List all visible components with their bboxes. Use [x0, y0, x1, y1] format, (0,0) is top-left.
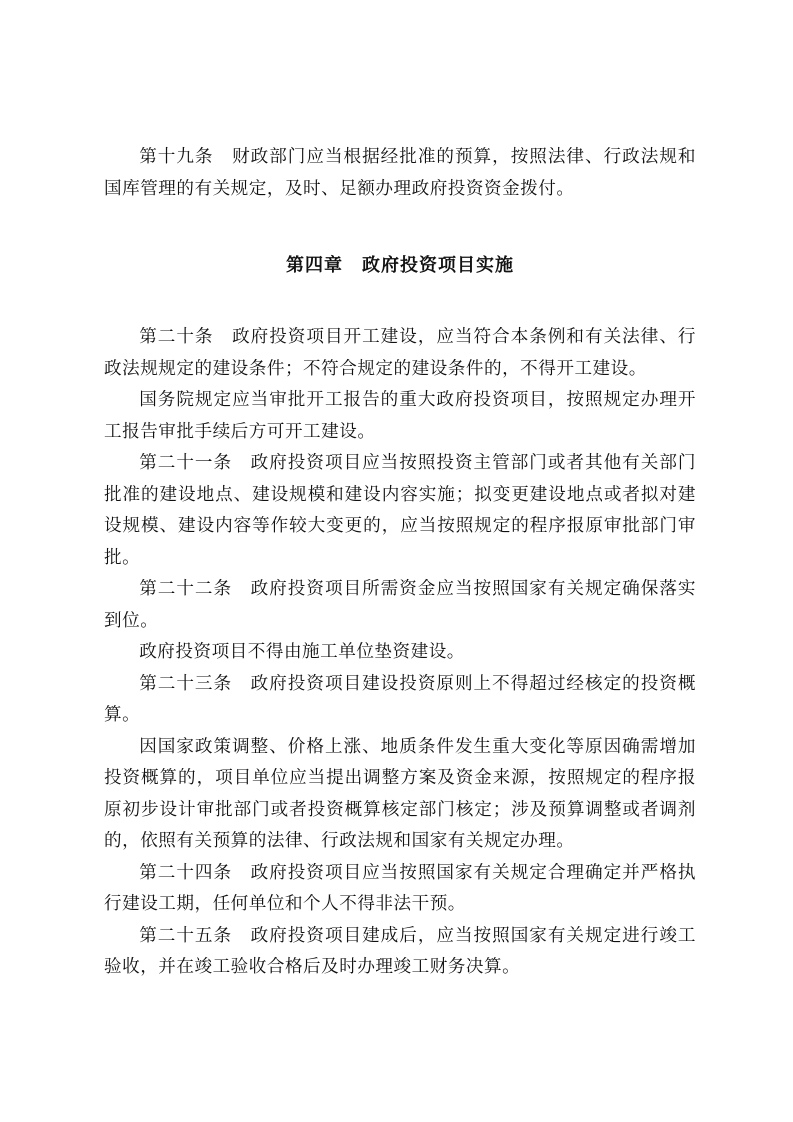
document-body: [104, 142, 696, 984]
article-21-paragraph: 第二十一条 政府投资项目应当按照投资主管部门或者其他有关部门批准的建设地点、建设规模和建设内容实施；拟变更建设地点或者拟对建设规模、建设内容等作较大变更的，应当按照规定的程序报原审批部门审批。: [104, 453, 696, 568]
article-25-paragraph: 第二十五条 政府投资项目建成后，应当按照国家有关规定进行竣工验收，并在竣工验收合格后及时办理竣工财务决算。: [104, 925, 696, 977]
chapter-4-heading: 第四章 政府投资项目实施: [286, 255, 514, 276]
article-20-paragraph: 第二十条 政府投资项目开工建设，应当符合本条例和有关法律、行政法规规定的建设条件；不符合规定的建设条件的，不得开工建设。: [104, 327, 696, 379]
article-19-paragraph: 第十九条 财政部门应当根据经批准的预算，按照法律、行政法规和国库管理的有关规定，及时、足额办理政府投资资金拨付。: [104, 147, 696, 199]
article-23-clause-2-paragraph: 因国家政策调整、价格上涨、地质条件发生重大变化等原因确需增加投资概算的，项目单位应当提出调整方案及资金来源，按照规定的程序报原初步设计审批部门或者投资概算核定部门核定；涉及预算调整或者调剂的，依照有关预算的法律、行政法规和国家有关规定办理。: [104, 736, 696, 851]
article-22-paragraph: 第二十二条 政府投资项目所需资金应当按照国家有关规定确保落实到位。: [104, 579, 696, 631]
article-22-clause-2-paragraph: 政府投资项目不得由施工单位垫资建设。: [139, 642, 465, 662]
article-23-paragraph: 第二十三条 政府投资项目建设投资原则上不得超过经核定的投资概算。: [104, 673, 696, 725]
article-24-paragraph: 第二十四条 政府投资项目应当按照国家有关规定合理确定并严格执行建设工期，任何单位和个人不得非法干预。: [104, 862, 696, 914]
article-20-clause-2-paragraph: 国务院规定应当审批开工报告的重大政府投资项目，按照规定办理开工报告审批手续后方可开工建设。: [104, 390, 696, 442]
